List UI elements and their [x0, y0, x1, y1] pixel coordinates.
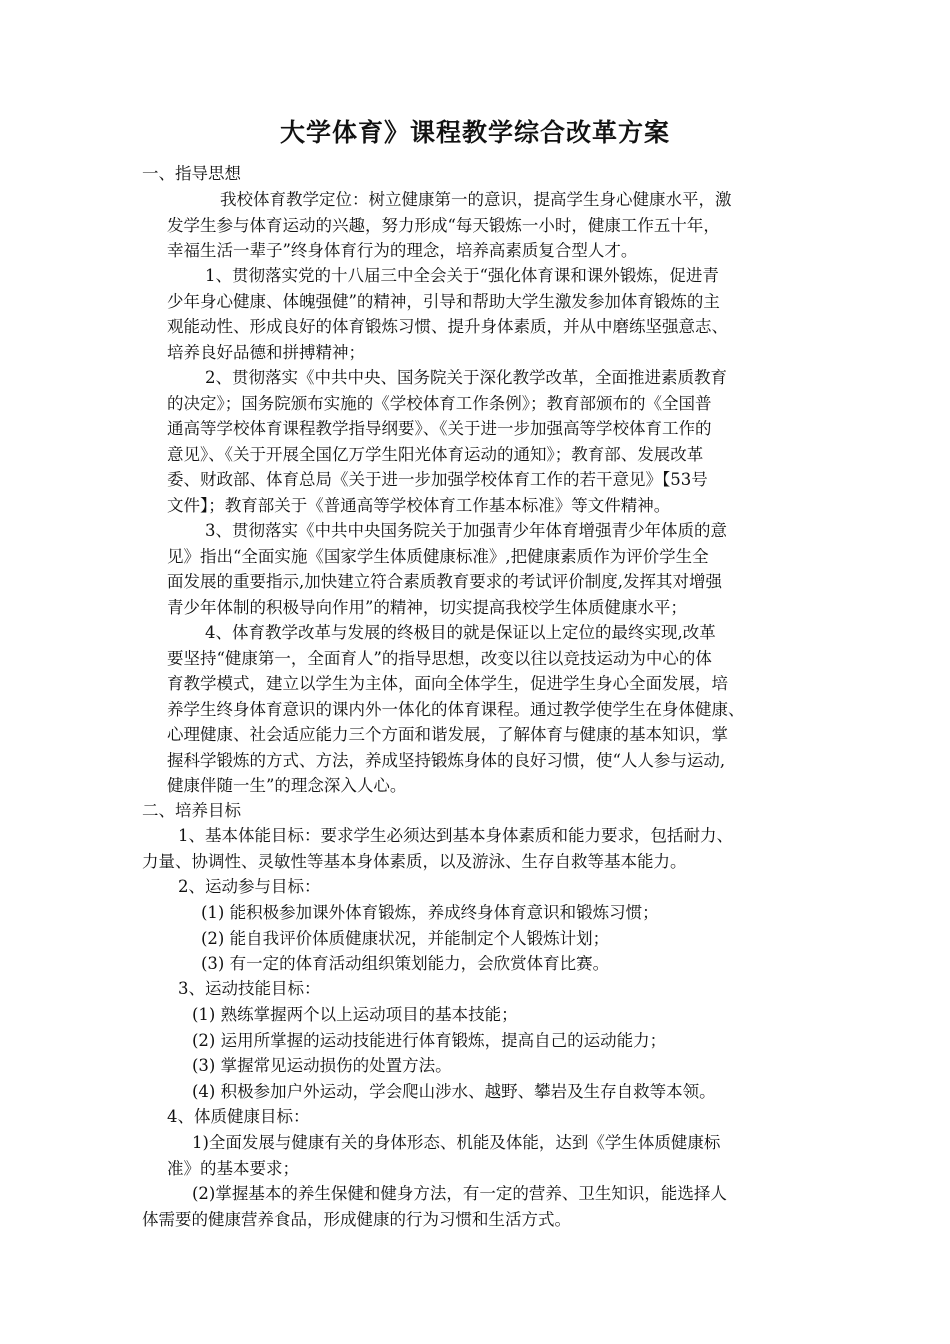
paragraph-line: 握科学锻炼的方式、方法，养成坚持锻炼身体的良好习惯，使“人人参与运动,: [167, 750, 726, 770]
paragraph-line: 育教学模式，建立以学生为主体，面向全体学生，促进学生身心全面发展，培: [167, 674, 728, 693]
goal-health-point-2: [142, 1181, 727, 1232]
paragraph-line: 4、体育教学改革与发展的终极目的就是保证以上定位的最终实现,改革: [205, 623, 716, 642]
goal-health-point-1: [167, 1130, 720, 1181]
document-title: 大学体育》课程教学综合改革方案: [279, 118, 670, 147]
list-item: (3) 有一定的体育活动组织策划能力，会欣赏体育比赛。: [201, 954, 610, 973]
paragraph-line: 观能动性、形成良好的体育锻炼习惯、提升身体素质，并从中磨练坚强意志、: [167, 317, 728, 336]
paragraph-line: 要坚持“健康第一，全面育人”的指导思想，改变以往以竞技运动为中心的体: [167, 648, 712, 668]
paragraph-line: 1、基本体能目标：要求学生必须达到基本身体素质和能力要求，包括耐力、: [178, 826, 733, 845]
paragraph-line: 体需要的健康营养食品，形成健康的行为习惯和生活方式。: [142, 1209, 571, 1229]
paragraph-item-4: [167, 620, 745, 799]
section-heading-1: [142, 161, 241, 187]
list-item: (1) 能积极参加课外体育锻炼，养成终身体育意识和锻炼习惯；: [201, 903, 659, 922]
paragraph-line: 发学生参与体育运动的兴趣，努力形成“每天锻炼一小时，健康工作五十年，: [167, 215, 720, 235]
paragraph-line: 2、贯彻落实《中共中央、国务院关于深化教学改革，全面推进素质教育: [205, 368, 727, 387]
paragraph-line: (2)掌握基本的养生保健和健身方法，有一定的营养、卫生知识，能选择人: [192, 1184, 727, 1203]
goal-physical-fitness: [142, 823, 733, 874]
paragraph-line: 1、贯彻落实党的十八届三中全会关于“强化体育课和课外锻炼，促进青: [205, 266, 719, 285]
goal-health: [167, 1104, 310, 1130]
goal-title: 4、体质健康目标：: [167, 1107, 310, 1126]
list-item: (2) 运用所掌握的运动技能进行体育锻炼，提高自己的运动能力；: [192, 1030, 667, 1050]
paragraph-line: 培养良好品德和拼搏精神；: [167, 342, 365, 362]
paragraph-line: 委、财政部、体育总局《关于进一步加强学校体育工作的若干意见》【53号: [167, 470, 708, 489]
paragraph-line: 意见》、《关于开展全国亿万学生阳光体育运动的通知》；教育部、发展改革: [167, 444, 704, 464]
list-item: (3) 掌握常见运动损伤的处置方法。: [192, 1056, 452, 1075]
paragraph-line: 1)全面发展与健康有关的身体形态、机能及体能，达到《学生体质健康标: [192, 1133, 721, 1152]
heading-text: 一、指导思想: [142, 164, 241, 183]
paragraph-line: 文件】；教育部关于《普通高等学校体育工作基本标准》等文件精神。: [167, 495, 671, 515]
section-heading-2: [142, 798, 241, 824]
paragraph-line: 通高等学校体育课程教学指导纲要》、《关于进一步加强高等学校体育工作的: [167, 419, 712, 438]
paragraph-positioning: [167, 187, 732, 264]
paragraph-line: 少年身心健康、体魄强健”的精神，引导和帮助大学生激发参加体育锻炼的主: [167, 291, 720, 311]
paragraph-line: 3、贯彻落实《中共中央国务院关于加强青少年体育增强青少年体质的意: [205, 521, 727, 540]
goal-participation: [178, 874, 321, 900]
paragraph-line: 青少年体制的积极导向作用”的精神，切实提高我校学生体质健康水平；: [167, 597, 687, 617]
paragraph-line: 养学生终身体育意识的课内外一体化的体育课程。通过教学使学生在身体健康、: [167, 699, 745, 719]
goal-skills: [178, 976, 321, 1002]
paragraph-line: 的决定》；国务院颁布实施的《学校体育工作条例》；教育部颁布的《全国普: [167, 393, 712, 413]
paragraph-line: 见》指出“全面实施《国家学生体质健康标准》,把健康素质作为评价学生全: [167, 546, 709, 566]
list-item: (1) 熟练掌握两个以上运动项目的基本技能；: [192, 1005, 518, 1024]
paragraph-line: 心理健康、社会适应能力三个方面和谐发展，了解体育与健康的基本知识，掌: [167, 725, 728, 744]
list-item: (2) 能自我评价体质健康状况，并能制定个人锻炼计划；: [201, 928, 610, 948]
goal-participation-list: [201, 900, 659, 977]
paragraph-item-2: [167, 365, 727, 518]
goal-title: 3、运动技能目标：: [178, 979, 321, 998]
paragraph-line: 幸福生活一辈子”终身体育行为的理念，培养高素质复合型人才。: [167, 241, 638, 260]
paragraph-item-3: [167, 518, 727, 620]
paragraph-item-1: [167, 263, 728, 365]
heading-text: 二、培养目标: [142, 801, 241, 820]
paragraph-line: 准》的基本要求；: [167, 1158, 299, 1178]
goal-title: 2、运动参与目标：: [178, 877, 321, 896]
paragraph-line: 健康伴随一生”的理念深入人心。: [167, 776, 407, 795]
paragraph-line: 我校体育教学定位：树立健康第一的意识，提高学生身心健康水平，激: [220, 190, 732, 209]
paragraph-line: 面发展的重要指示,加快建立符合素质教育要求的考试评价制度,发挥其对增强: [167, 572, 722, 591]
paragraph-line: 力量、协调性、灵敏性等基本身体素质，以及游泳、生存自救等基本能力。: [142, 851, 687, 871]
goal-skills-list: [192, 1002, 716, 1104]
list-item: (4) 积极参加户外运动，学会爬山涉水、越野、攀岩及生存自救等本领。: [192, 1081, 716, 1101]
